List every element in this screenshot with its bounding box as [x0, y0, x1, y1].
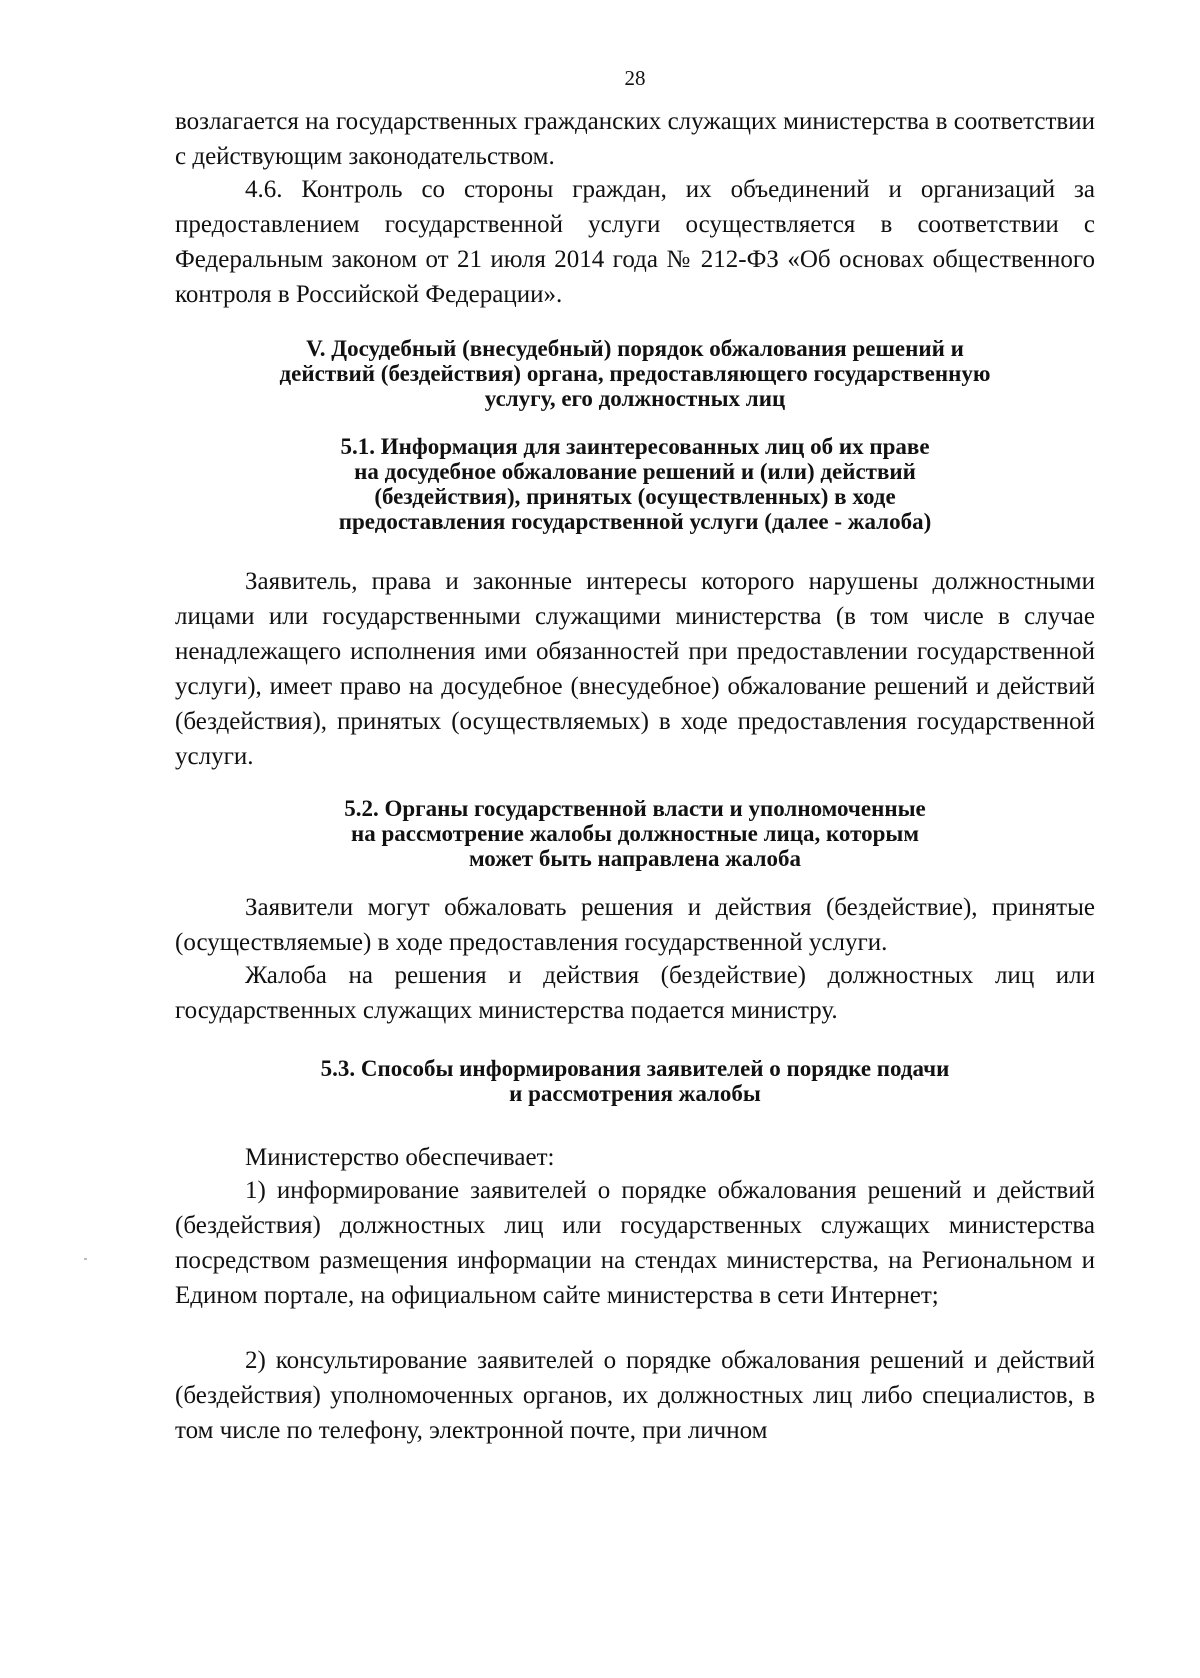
section-5-2-text-1-block — [175, 890, 1095, 960]
section-5-2-paragraph-2: Жалоба на решения и действия (бездействие) должностных лиц или государственных служащих министерства подается министру. — [175, 962, 1095, 1024]
paragraph-4-6-block — [175, 172, 1095, 312]
section-5-1-heading-block — [175, 434, 1095, 534]
section-5-2-heading-line: 5.2. Органы государственной власти и уполномоченные — [344, 796, 926, 821]
section-5-2-paragraph-1: Заявители могут обжаловать решения и действия (бездействие), принятые (осуществляемые) в ходе предоставления государственной услуги. — [175, 894, 1095, 956]
section-5-1-heading-line: (бездействия), принятых (осуществленных) в ходе — [374, 484, 896, 509]
section-5-1-heading-line: на досудебное обжалование решений и (или) действий — [354, 459, 916, 484]
section-5-1-paragraph: Заявитель, права и законные интересы которого нарушены должностными лицами или государственными служащими министерства (в том числе в случае ненадлежащего исполнения ими обязанностей при предоставлении государственной услуги), имеет право на досудебное (внесудебное) обжалование решений и действий (бездействия), принятых (осуществляемых) в ходе предоставления государственной услуги. — [175, 568, 1095, 770]
page-number: 28 — [624, 66, 646, 90]
document-page — [175, 0, 1095, 1678]
section-5-1-heading — [175, 434, 1095, 534]
section-5-3-heading-line: и рассмотрения жалобы — [509, 1081, 761, 1106]
section-5-3-heading-block — [175, 1056, 1095, 1106]
section-5-3-heading — [175, 1056, 1095, 1106]
section-5-2-heading-block — [175, 796, 1095, 871]
section-5-1-text-block — [175, 564, 1095, 774]
paragraph-4-6: 4.6. Контроль со стороны граждан, их объединений и организаций за предоставлением государственной услуги осуществляется в соответствии с Федеральным законом от 21 июля 2014 года № 212-ФЗ «Об основах общественного контроля в Российской Федерации». — [175, 176, 1095, 308]
section-5-3-item-2-block — [175, 1343, 1095, 1448]
continuation-block — [175, 104, 1095, 174]
section-5-3-intro: Министерство обеспечивает: — [245, 1144, 555, 1171]
continuation-paragraph: возлагается на государственных гражданских служащих министерства в соответствии с действующим законодательством. — [175, 108, 1095, 170]
section-v-heading — [175, 336, 1095, 411]
scan-speck — [84, 1258, 87, 1260]
section-5-3-item-1-block — [175, 1173, 1095, 1313]
section-v-heading-line: услугу, его должностных лиц — [484, 386, 786, 411]
section-5-1-heading-line: 5.1. Информация для заинтересованных лиц об их праве — [340, 434, 930, 459]
section-5-3-intro-block — [175, 1140, 1095, 1175]
section-v-heading-line: V. Досудебный (внесудебный) порядок обжалования решений и — [306, 336, 964, 361]
section-5-3-item-2: 2) консультирование заявителей о порядке обжалования решений и действий (бездействия) уполномоченных органов, их должностных лиц либо специалистов, в том числе по телефону, электронной почте, при личном — [175, 1347, 1095, 1444]
section-5-2-heading-line: может быть направлена жалоба — [468, 846, 802, 871]
section-5-2-text-2-block — [175, 958, 1095, 1028]
section-v-heading-line: действий (бездействия) органа, предоставляющего государственную — [279, 361, 991, 386]
section-v-heading-block — [175, 336, 1095, 411]
section-5-3-item-1: 1) информирование заявителей о порядке обжалования решений и действий (бездействия) должностных лиц или государственных служащих министерства посредством размещения информации на стендах министерства, на Региональном и Едином портале, на официальном сайте министерства в сети Интернет; — [175, 1177, 1095, 1309]
section-5-1-heading-line: предоставления государственной услуги (далее - жалоба) — [338, 509, 932, 534]
section-5-2-heading-line: на рассмотрение жалобы должностные лица, которым — [350, 821, 920, 846]
section-5-3-heading-line: 5.3. Способы информирования заявителей о порядке подачи — [320, 1056, 950, 1081]
section-5-2-heading — [175, 796, 1095, 871]
